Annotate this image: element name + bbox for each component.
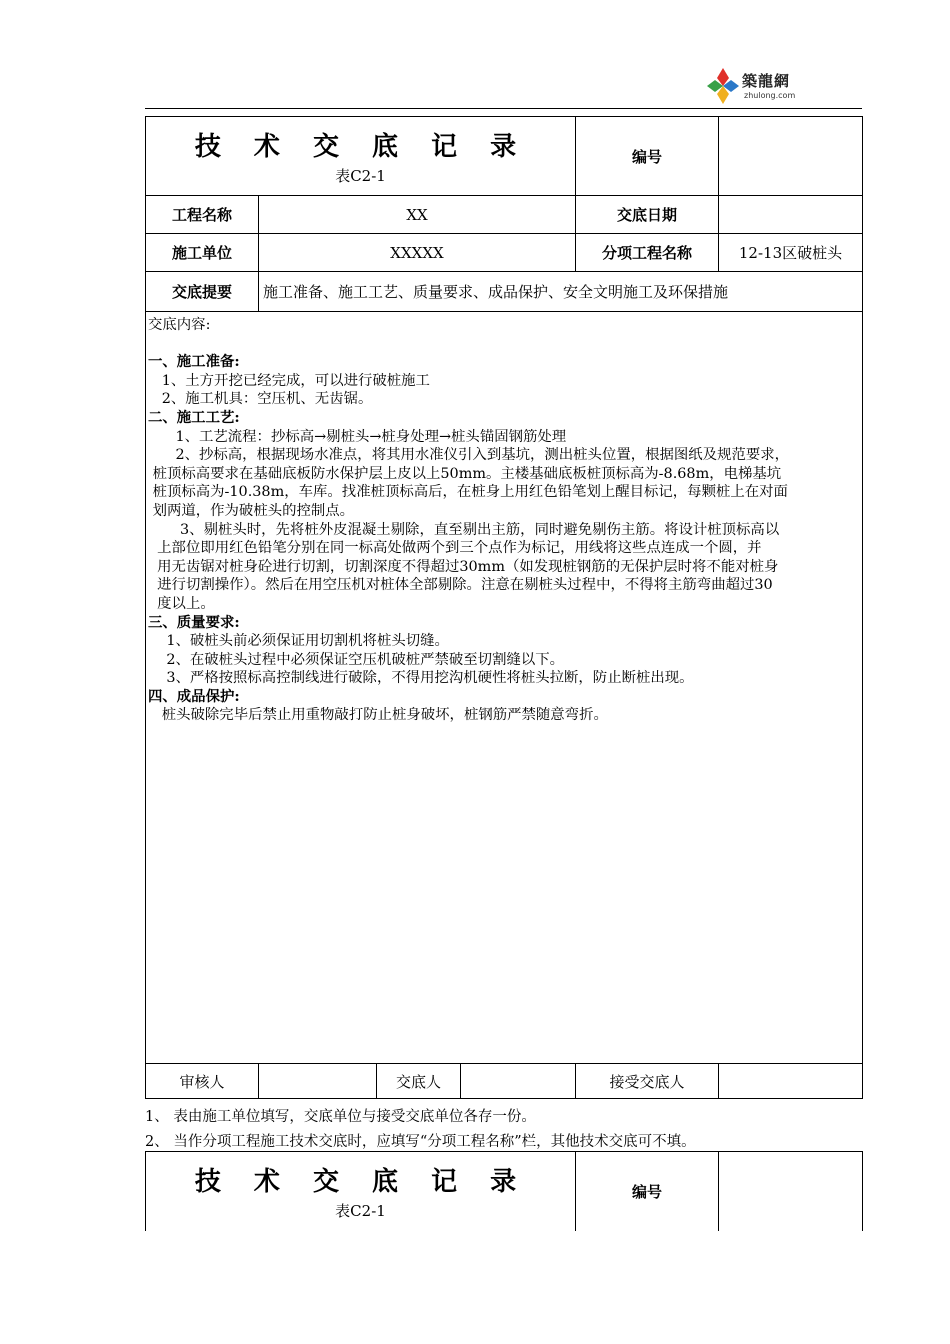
summary-label: 交底提要 bbox=[146, 272, 259, 312]
reviewer-label: 审核人 bbox=[146, 1064, 259, 1099]
disclosure-form bbox=[145, 116, 863, 1099]
content-line: 1、土方开挖已经完成，可以进行破桩施工 bbox=[148, 372, 430, 389]
content-line: 3、剔桩头时，先将桩外皮混凝土剔除，直至剔出主筋，同时避免剔伤主筋。将设计桩顶标高以 bbox=[148, 521, 780, 538]
code-value[interactable] bbox=[719, 117, 863, 196]
note-1: 1、 表由施工单位填写，交底单位与接受交底单位各存一份。 bbox=[145, 1109, 536, 1125]
content-line: 划两道，作为破桩头的控制点。 bbox=[148, 502, 355, 519]
logo-icon bbox=[704, 66, 742, 106]
summary-value[interactable]: 施工准备、施工工艺、质量要求、成品保护、安全文明施工及环保措施 bbox=[259, 272, 863, 312]
content-line: 桩顶标高为-10.38m，车库。找准桩顶标高后，在桩身上用红色铅笔划上醒目标记，每颗桩上在对面 bbox=[148, 484, 788, 501]
discloser-label: 交底人 bbox=[377, 1064, 461, 1099]
unit-label: 施工单位 bbox=[146, 234, 259, 272]
content-line: 桩头破除完毕后禁止用重物敲打防止桩身破坏，桩钢筋严禁随意弯折。 bbox=[148, 707, 608, 724]
date-label: 交底日期 bbox=[576, 196, 719, 234]
logo-name: 築龍網 bbox=[742, 72, 791, 90]
content-section-heading: 一、施工准备: bbox=[148, 353, 240, 371]
content-line: 桩顶标高要求在基础底板防水保护层上皮以上50mm。主楼基础底板桩顶标高为-8.68m，电梯基坑 bbox=[148, 465, 782, 482]
form2-number: 表C2-1 bbox=[335, 1202, 386, 1221]
content-line: 进行切割操作）。然后在用空压机对桩体全部剔除。注意在剔桩头过程中，不得将主筋弯曲超过30 bbox=[148, 577, 773, 594]
content-line: 用无齿锯对桩身砼进行切割，切割深度不得超过30mm（如发现桩钢筋的无保护层时将不能对桩身 bbox=[148, 558, 779, 575]
subproject-value[interactable]: 12-13区破桩头 bbox=[719, 234, 863, 272]
disclosure-form-2 bbox=[145, 1151, 863, 1231]
code-label: 编号 bbox=[576, 117, 719, 196]
receiver-value[interactable] bbox=[719, 1064, 863, 1099]
content-line: 1、破桩头前必须保证用切割机将桩头切缝。 bbox=[148, 633, 449, 650]
form2-code-label: 编号 bbox=[576, 1152, 719, 1231]
logo-url: zhulong.com bbox=[744, 91, 796, 100]
receiver-label: 接受交底人 bbox=[576, 1064, 719, 1099]
header-divider bbox=[145, 108, 862, 109]
content-line: 1、工艺流程：抄标高→剔桩头→桩身处理→桩头锚固钢筋处理 bbox=[148, 428, 567, 445]
content-line: 3、严格按照标高控制线进行破除，不得用挖沟机硬性将桩头拉断，防止断桩出现。 bbox=[148, 670, 694, 687]
content-line: 交底内容: bbox=[148, 317, 211, 333]
content-line: 2、抄标高，根据现场水准点，将其用水准仪引入到基坑，测出桩头位置，根据图纸及规范要求， bbox=[148, 447, 790, 464]
project-name-label: 工程名称 bbox=[146, 196, 259, 234]
form2-title-cell bbox=[146, 1152, 576, 1231]
content-section-heading: 二、施工工艺: bbox=[148, 408, 240, 426]
form-title-cell bbox=[146, 117, 576, 196]
date-value[interactable] bbox=[719, 196, 863, 234]
form-title: 技 术 交 底 记 录 bbox=[194, 132, 529, 162]
note-2: 2、 当作分项工程施工技术交底时，应填写“分项工程名称”栏，其他技术交底可不填。 bbox=[145, 1134, 696, 1150]
unit-value[interactable]: XXXXX bbox=[259, 234, 576, 272]
discloser-value[interactable] bbox=[461, 1064, 576, 1099]
content-line: 上部位即用红色铅笔分别在同一标高处做两个到三个点作为标记，用线将这些点连成一个圆，并 bbox=[148, 540, 762, 557]
content-line: 度以上。 bbox=[148, 595, 215, 612]
content-line: 2、在破桩头过程中必须保证空压机破桩严禁破至切割缝以下。 bbox=[148, 651, 565, 668]
reviewer-value[interactable] bbox=[259, 1064, 377, 1099]
content-line bbox=[148, 335, 860, 354]
content-section-heading: 四、成品保护: bbox=[148, 687, 240, 705]
form2-title: 技 术 交 底 记 录 bbox=[194, 1167, 529, 1198]
content-line: 2、施工机具：空压机、无齿锯。 bbox=[148, 391, 373, 408]
content-lines bbox=[148, 316, 860, 725]
subproject-label: 分项工程名称 bbox=[576, 234, 719, 272]
content-area bbox=[146, 312, 863, 1064]
project-name-value[interactable]: XX bbox=[259, 196, 576, 234]
content-section-heading: 三、质量要求: bbox=[148, 613, 240, 631]
form-number: 表C2-1 bbox=[335, 167, 386, 185]
form2-code-value[interactable] bbox=[719, 1152, 863, 1231]
